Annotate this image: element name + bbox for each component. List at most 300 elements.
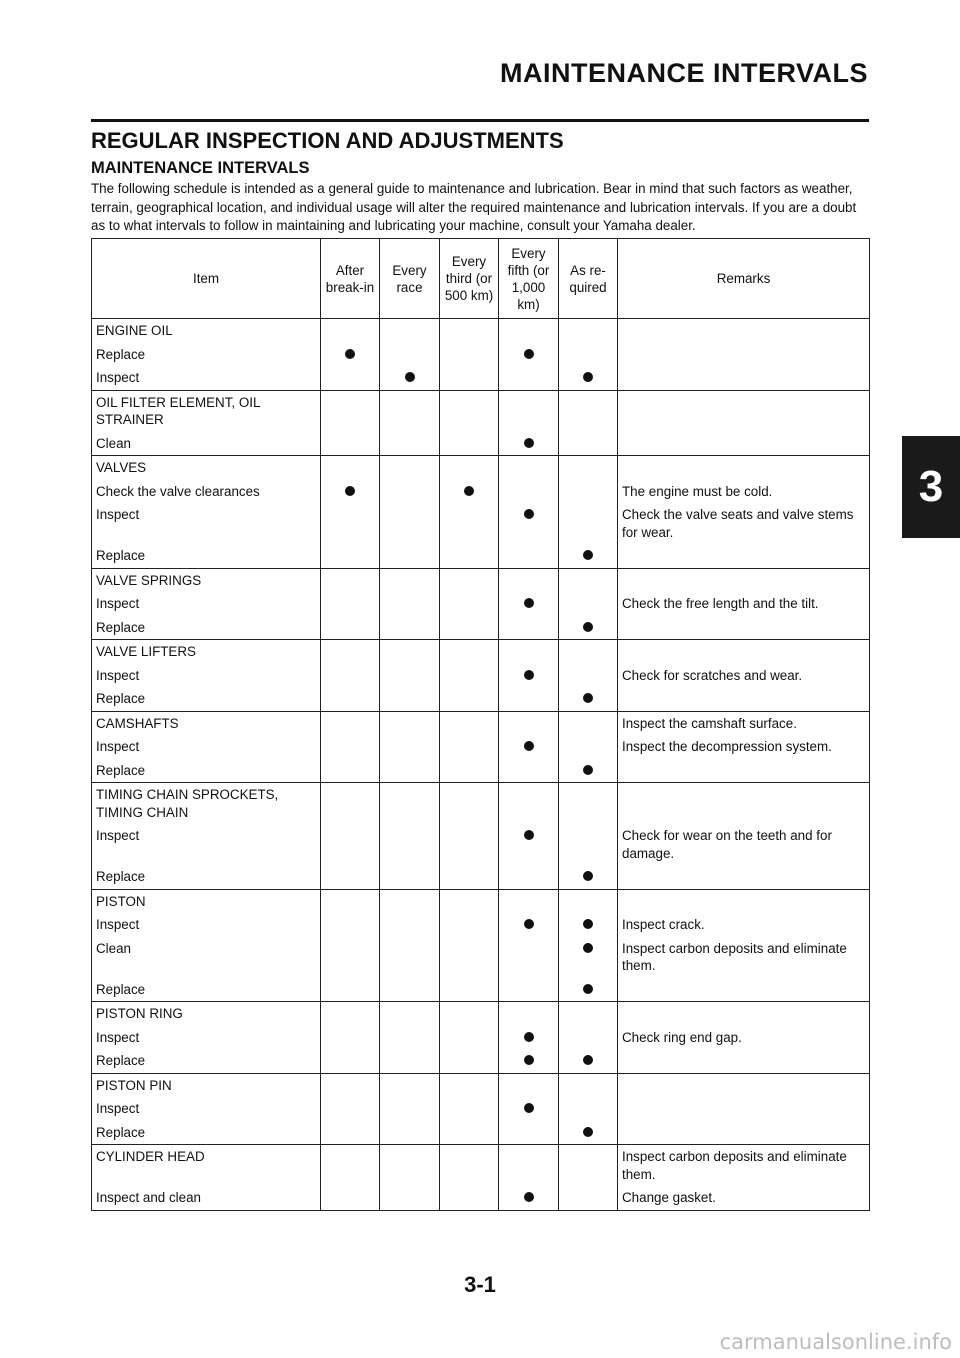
- interval-cell: [321, 711, 380, 735]
- remark-cell: [618, 1073, 870, 1097]
- interval-cell: [380, 711, 440, 735]
- item-group-name: VALVE SPRINGS: [92, 568, 321, 592]
- interval-cell: [321, 1121, 380, 1145]
- item-group-name: CYLINDER HEAD: [92, 1145, 321, 1187]
- remark-cell: [618, 456, 870, 480]
- interval-cell: [380, 343, 440, 367]
- group-header-row: [92, 1145, 870, 1187]
- filled-dot-icon: [345, 486, 355, 496]
- header-item: Item: [92, 239, 321, 319]
- interval-cell: [321, 824, 380, 865]
- item-group-name: CAMSHAFTS: [92, 711, 321, 735]
- interval-cell: [499, 783, 559, 825]
- remark-cell: [618, 568, 870, 592]
- subsection-title: MAINTENANCE INTERVALS: [91, 159, 310, 177]
- interval-cell: [321, 1002, 380, 1026]
- item-group: [92, 319, 870, 391]
- interval-cell: [499, 913, 559, 937]
- interval-cell: [380, 390, 440, 432]
- item-group: [92, 390, 870, 456]
- filled-dot-icon: [524, 670, 534, 680]
- sub-item-label: Replace: [92, 978, 321, 1002]
- interval-cell: [559, 1002, 618, 1026]
- remark-cell: Change gasket.: [618, 1186, 870, 1210]
- filled-dot-icon: [524, 741, 534, 751]
- table-row: [92, 343, 870, 367]
- interval-cell: [559, 889, 618, 913]
- item-group-name: PISTON: [92, 889, 321, 913]
- interval-cell: [440, 913, 499, 937]
- interval-cell: [380, 824, 440, 865]
- interval-cell: [499, 616, 559, 640]
- interval-cell: [559, 592, 618, 616]
- intro-paragraph: The following schedule is intended as a general guide to maintenance and lubrication. Bear in mind that such factors as weather, terrain, geographical location, and individual usage will alter the required maintenance and lubrication intervals. If you are a doubt as to what intervals to follow in maintaining and lubricating your machine, consult your Yamaha dealer.: [91, 181, 857, 233]
- interval-cell: [380, 687, 440, 711]
- interval-cell: [321, 759, 380, 783]
- interval-cell: [440, 1097, 499, 1121]
- header-remarks: Remarks: [618, 239, 870, 319]
- interval-cell: [380, 783, 440, 825]
- interval-cell: [380, 568, 440, 592]
- filled-dot-icon: [464, 486, 474, 496]
- interval-cell: [499, 343, 559, 367]
- item-group: [92, 456, 870, 569]
- watermark: carmanualsonline.info: [719, 1330, 952, 1354]
- interval-cell: [380, 319, 440, 343]
- interval-cell: [559, 456, 618, 480]
- table-row: [92, 592, 870, 616]
- interval-cell: [499, 432, 559, 456]
- interval-cell: [321, 319, 380, 343]
- interval-cell: [380, 1097, 440, 1121]
- filled-dot-icon: [524, 438, 534, 448]
- interval-cell: [499, 456, 559, 480]
- remark-cell: [618, 616, 870, 640]
- interval-cell: [321, 1145, 380, 1187]
- interval-cell: [559, 480, 618, 504]
- interval-cell: [559, 1145, 618, 1187]
- interval-cell: [559, 1097, 618, 1121]
- item-group: [92, 889, 870, 1002]
- interval-cell: [440, 1186, 499, 1210]
- filled-dot-icon: [345, 349, 355, 359]
- interval-cell: [499, 735, 559, 759]
- interval-cell: [440, 343, 499, 367]
- group-header-row: [92, 1002, 870, 1026]
- interval-cell: [559, 616, 618, 640]
- interval-cell: [440, 319, 499, 343]
- interval-cell: [440, 1002, 499, 1026]
- sub-item-label: Replace: [92, 343, 321, 367]
- interval-cell: [499, 319, 559, 343]
- interval-cell: [380, 1121, 440, 1145]
- table-row: [92, 824, 870, 865]
- interval-cell: [380, 937, 440, 978]
- interval-cell: [499, 1186, 559, 1210]
- interval-cell: [440, 544, 499, 568]
- sub-item-label: Inspect: [92, 913, 321, 937]
- interval-cell: [559, 1121, 618, 1145]
- interval-cell: [440, 687, 499, 711]
- header-as-required: As re-quired: [559, 239, 618, 319]
- remark-cell: [618, 343, 870, 367]
- interval-cell: [321, 1073, 380, 1097]
- remark-cell: [618, 1002, 870, 1026]
- remark-cell: Inspect carbon deposits and eliminate them.: [618, 937, 870, 978]
- interval-cell: [559, 978, 618, 1002]
- interval-cell: [380, 1049, 440, 1073]
- filled-dot-icon: [524, 1032, 534, 1042]
- interval-cell: [321, 616, 380, 640]
- item-group: [92, 1002, 870, 1074]
- interval-cell: [380, 735, 440, 759]
- remark-cell: [618, 366, 870, 390]
- filled-dot-icon: [583, 550, 593, 560]
- interval-cell: [499, 865, 559, 889]
- interval-cell: [559, 937, 618, 978]
- filled-dot-icon: [524, 598, 534, 608]
- remark-cell: Check the free length and the tilt.: [618, 592, 870, 616]
- remark-cell: [618, 978, 870, 1002]
- table-row: [92, 1049, 870, 1073]
- filled-dot-icon: [405, 372, 415, 382]
- interval-cell: [380, 592, 440, 616]
- interval-cell: [559, 568, 618, 592]
- remark-cell: The engine must be cold.: [618, 480, 870, 504]
- item-group-name: VALVE LIFTERS: [92, 640, 321, 664]
- interval-cell: [440, 640, 499, 664]
- interval-cell: [321, 503, 380, 544]
- remark-cell: Inspect crack.: [618, 913, 870, 937]
- interval-cell: [321, 480, 380, 504]
- header-after-break-in: After break-in: [321, 239, 380, 319]
- interval-cell: [380, 1002, 440, 1026]
- item-group-name: OIL FILTER ELEMENT, OIL STRAINER: [92, 390, 321, 432]
- interval-cell: [559, 640, 618, 664]
- interval-cell: [499, 503, 559, 544]
- interval-cell: [499, 711, 559, 735]
- group-header-row: [92, 568, 870, 592]
- interval-cell: [321, 783, 380, 825]
- filled-dot-icon: [583, 943, 593, 953]
- item-group: [92, 1073, 870, 1145]
- interval-cell: [499, 544, 559, 568]
- interval-cell: [499, 390, 559, 432]
- interval-cell: [440, 889, 499, 913]
- maintenance-schedule-table: [91, 238, 870, 1211]
- item-group-name: ENGINE OIL: [92, 319, 321, 343]
- interval-cell: [559, 1073, 618, 1097]
- interval-cell: [321, 978, 380, 1002]
- interval-cell: [559, 366, 618, 390]
- interval-cell: [440, 759, 499, 783]
- remark-cell: Inspect the decompression system.: [618, 735, 870, 759]
- interval-cell: [499, 1049, 559, 1073]
- interval-cell: [440, 592, 499, 616]
- interval-cell: [380, 616, 440, 640]
- interval-cell: [440, 1073, 499, 1097]
- remark-cell: Check ring end gap.: [618, 1026, 870, 1050]
- interval-cell: [440, 366, 499, 390]
- interval-cell: [321, 687, 380, 711]
- table-row: [92, 503, 870, 544]
- table-row: [92, 366, 870, 390]
- table-row: [92, 687, 870, 711]
- remark-cell: [618, 640, 870, 664]
- table-row: [92, 616, 870, 640]
- interval-cell: [499, 1002, 559, 1026]
- remark-cell: [618, 865, 870, 889]
- interval-cell: [321, 735, 380, 759]
- group-header-row: [92, 390, 870, 432]
- interval-cell: [321, 865, 380, 889]
- interval-cell: [321, 592, 380, 616]
- filled-dot-icon: [524, 830, 534, 840]
- interval-cell: [321, 1026, 380, 1050]
- interval-cell: [440, 1121, 499, 1145]
- interval-cell: [321, 366, 380, 390]
- remark-cell: Inspect the camshaft surface.: [618, 711, 870, 735]
- sub-item-label: Clean: [92, 937, 321, 978]
- filled-dot-icon: [583, 1055, 593, 1065]
- sub-item-label: Inspect: [92, 503, 321, 544]
- group-header-row: [92, 889, 870, 913]
- interval-cell: [559, 759, 618, 783]
- table-row: [92, 664, 870, 688]
- interval-cell: [499, 1145, 559, 1187]
- interval-cell: [499, 480, 559, 504]
- interval-cell: [499, 1026, 559, 1050]
- table-row: [92, 432, 870, 456]
- item-group: [92, 1145, 870, 1211]
- interval-cell: [559, 735, 618, 759]
- interval-cell: [440, 824, 499, 865]
- interval-cell: [380, 1073, 440, 1097]
- interval-cell: [440, 937, 499, 978]
- remark-cell: Check for wear on the teeth and for damage.: [618, 824, 870, 865]
- interval-cell: [559, 664, 618, 688]
- interval-cell: [559, 1049, 618, 1073]
- sub-item-label: Replace: [92, 1121, 321, 1145]
- table-row: [92, 978, 870, 1002]
- interval-cell: [499, 366, 559, 390]
- item-group-name: TIMING CHAIN SPROCKETS, TIMING CHAIN: [92, 783, 321, 825]
- interval-cell: [321, 568, 380, 592]
- remark-cell: [618, 1097, 870, 1121]
- remark-cell: [618, 783, 870, 825]
- sub-item-label: Inspect: [92, 664, 321, 688]
- filled-dot-icon: [524, 919, 534, 929]
- remark-cell: [618, 544, 870, 568]
- filled-dot-icon: [583, 1127, 593, 1137]
- chapter-tab: 3: [902, 436, 960, 538]
- interval-cell: [499, 568, 559, 592]
- table-row: [92, 1026, 870, 1050]
- item-group: [92, 568, 870, 640]
- interval-cell: [380, 664, 440, 688]
- sub-item-label: Replace: [92, 865, 321, 889]
- group-header-row: [92, 640, 870, 664]
- interval-cell: [380, 889, 440, 913]
- interval-cell: [380, 366, 440, 390]
- interval-cell: [499, 640, 559, 664]
- interval-cell: [380, 432, 440, 456]
- table-row: [92, 913, 870, 937]
- interval-cell: [321, 640, 380, 664]
- interval-cell: [321, 889, 380, 913]
- interval-cell: [321, 1186, 380, 1210]
- interval-cell: [380, 865, 440, 889]
- sub-item-label: Inspect: [92, 735, 321, 759]
- running-header-title: MAINTENANCE INTERVALS: [499, 58, 868, 88]
- table-row: [92, 759, 870, 783]
- group-header-row: [92, 783, 870, 825]
- remark-cell: [618, 889, 870, 913]
- sub-item-label: Replace: [92, 687, 321, 711]
- filled-dot-icon: [583, 622, 593, 632]
- interval-cell: [380, 759, 440, 783]
- interval-cell: [559, 544, 618, 568]
- interval-cell: [440, 978, 499, 1002]
- group-header-row: [92, 711, 870, 735]
- interval-cell: [559, 865, 618, 889]
- sub-item-label: Replace: [92, 1049, 321, 1073]
- interval-cell: [440, 1049, 499, 1073]
- interval-cell: [499, 824, 559, 865]
- sub-item-label: Inspect: [92, 1026, 321, 1050]
- sub-item-label: Replace: [92, 544, 321, 568]
- filled-dot-icon: [583, 693, 593, 703]
- interval-cell: [440, 432, 499, 456]
- table-row: [92, 937, 870, 978]
- interval-cell: [380, 1026, 440, 1050]
- interval-cell: [499, 937, 559, 978]
- interval-cell: [559, 913, 618, 937]
- table-row: [92, 544, 870, 568]
- sub-item-label: Clean: [92, 432, 321, 456]
- interval-cell: [440, 568, 499, 592]
- interval-cell: [559, 1186, 618, 1210]
- interval-cell: [380, 1186, 440, 1210]
- interval-cell: [499, 592, 559, 616]
- filled-dot-icon: [524, 1055, 534, 1065]
- interval-cell: [321, 1097, 380, 1121]
- remark-cell: [618, 687, 870, 711]
- table-header-row: [92, 239, 870, 319]
- interval-cell: [559, 783, 618, 825]
- sub-item-label: Replace: [92, 759, 321, 783]
- filled-dot-icon: [583, 871, 593, 881]
- sub-item-label: Inspect: [92, 824, 321, 865]
- interval-cell: [499, 1097, 559, 1121]
- remark-cell: [618, 390, 870, 432]
- header-every-race: Every race: [380, 239, 440, 319]
- table-row: [92, 1121, 870, 1145]
- filled-dot-icon: [524, 509, 534, 519]
- remark-cell: [618, 1121, 870, 1145]
- interval-cell: [559, 503, 618, 544]
- interval-cell: [499, 759, 559, 783]
- interval-cell: [440, 616, 499, 640]
- interval-cell: [559, 824, 618, 865]
- interval-cell: [559, 687, 618, 711]
- section-title: REGULAR INSPECTION AND ADJUSTMENTS: [91, 128, 564, 153]
- item-group-name: PISTON PIN: [92, 1073, 321, 1097]
- sub-item-label: Replace: [92, 616, 321, 640]
- group-header-row: [92, 1073, 870, 1097]
- interval-cell: [499, 664, 559, 688]
- interval-cell: [321, 1049, 380, 1073]
- interval-cell: [321, 343, 380, 367]
- interval-cell: [380, 640, 440, 664]
- filled-dot-icon: [524, 1192, 534, 1202]
- interval-cell: [321, 937, 380, 978]
- table-row: [92, 735, 870, 759]
- interval-cell: [321, 390, 380, 432]
- filled-dot-icon: [583, 919, 593, 929]
- interval-cell: [559, 390, 618, 432]
- interval-cell: [380, 456, 440, 480]
- interval-cell: [499, 889, 559, 913]
- item-group-name: VALVES: [92, 456, 321, 480]
- table-row: [92, 1097, 870, 1121]
- sub-item-label: Check the valve clearances: [92, 480, 321, 504]
- filled-dot-icon: [583, 765, 593, 775]
- interval-cell: [440, 783, 499, 825]
- sub-item-label: Inspect and clean: [92, 1186, 321, 1210]
- interval-cell: [559, 432, 618, 456]
- interval-cell: [380, 503, 440, 544]
- filled-dot-icon: [583, 984, 593, 994]
- remark-cell: Check for scratches and wear.: [618, 664, 870, 688]
- interval-cell: [559, 711, 618, 735]
- interval-cell: [559, 343, 618, 367]
- interval-cell: [321, 456, 380, 480]
- group-header-row: [92, 319, 870, 343]
- interval-cell: [321, 544, 380, 568]
- interval-cell: [440, 1145, 499, 1187]
- interval-cell: [440, 664, 499, 688]
- filled-dot-icon: [524, 1103, 534, 1113]
- interval-cell: [440, 503, 499, 544]
- interval-cell: [440, 711, 499, 735]
- interval-cell: [440, 480, 499, 504]
- interval-cell: [559, 1026, 618, 1050]
- interval-cell: [380, 1145, 440, 1187]
- remark-cell: [618, 759, 870, 783]
- sub-item-label: Inspect: [92, 366, 321, 390]
- table-row: [92, 865, 870, 889]
- interval-cell: [499, 1121, 559, 1145]
- interval-cell: [321, 432, 380, 456]
- header-every-fifth: Every fifth (or 1,000 km): [499, 239, 559, 319]
- sub-item-label: Inspect: [92, 1097, 321, 1121]
- remark-cell: [618, 319, 870, 343]
- interval-cell: [440, 390, 499, 432]
- interval-cell: [440, 735, 499, 759]
- interval-cell: [440, 1026, 499, 1050]
- filled-dot-icon: [524, 349, 534, 359]
- remark-cell: [618, 1049, 870, 1073]
- interval-cell: [499, 1073, 559, 1097]
- header-every-third: Every third (or 500 km): [440, 239, 499, 319]
- remark-cell: Check the valve seats and valve stems for wear.: [618, 503, 870, 544]
- interval-cell: [440, 456, 499, 480]
- item-group: [92, 783, 870, 890]
- sub-item-label: Inspect: [92, 592, 321, 616]
- page-number: 3-1: [464, 1272, 496, 1297]
- interval-cell: [380, 480, 440, 504]
